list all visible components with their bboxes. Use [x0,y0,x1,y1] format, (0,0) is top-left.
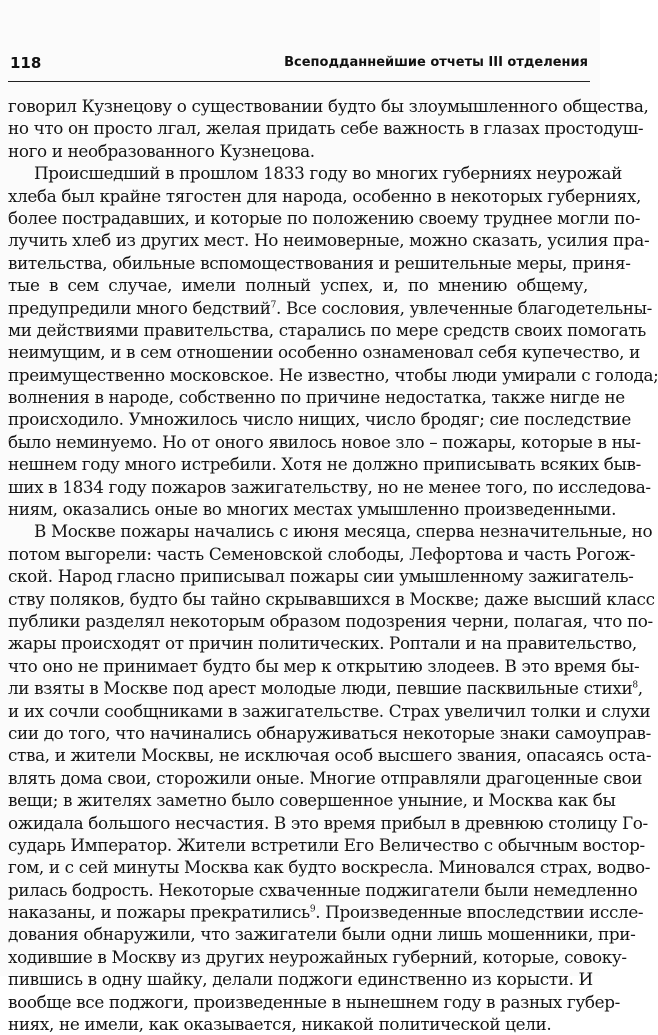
text-line [8,767,643,789]
text-line [8,744,652,766]
line-text: наказаны, и пожары прекратились [8,902,310,923]
text-line [8,655,640,677]
body-text [8,95,658,1035]
line-text: ожидала большого несчастия. В это время прибыл в древнюю столицу Го- [8,812,648,833]
text-line [8,498,617,520]
page-number: 118 [10,54,42,72]
text-line [8,185,641,207]
line-text: ниям, оказались оные во многих местах умышленно произведенными. [8,499,617,520]
line-text: что оно не принимает будто бы мер к открытию злодеев. В это время бы- [8,655,640,676]
line-text: пившись в одну шайку, делали поджоги единственно из корысти. И [8,969,593,990]
text-line [8,95,649,117]
text-line [8,297,652,319]
text-line [8,789,616,811]
line-text: жары происходят от причин политических. Роптали и на правительство, [8,633,637,654]
line-text: преимущественно московское. Не известно, чтобы люди умирали с голода; [8,364,658,385]
line-text: влять дома свои, сторожили оные. Многие отправляли драгоценные свои [8,767,643,788]
footnote-marker[interactable]: 7 [270,299,276,310]
line-text: ли взяты в Москве под арест молодые люди, певшие пасквильные стихи [8,678,633,699]
line-text: неимущим, и в сем отношении особенно ознаменовал себя купечество, и [8,342,640,363]
footnote-marker[interactable]: 8 [632,680,638,691]
text-line [8,923,636,945]
line-text: говорил Кузнецову о существовании будто бы злоумышленного общества, [8,96,649,116]
line-text: предупредили много бедствий [8,297,271,318]
line-text: ного и необразованного Кузнецова. [8,140,315,161]
line-text: ниях, не имели, как оказывается, никакой политической цели. [8,1014,552,1035]
line-text: но что он просто лгал, желая придать себе важность в глазах простодуш- [8,118,644,139]
text-line [8,386,625,408]
text-line [8,991,620,1013]
text-line [8,1013,588,1035]
text-line [8,162,622,184]
text-line [8,408,631,430]
line-text: вещи; в жителях заметно было совершенное уныние, и Москва как бы [8,790,616,811]
text-line [8,856,651,878]
text-line [8,834,645,856]
text-line [8,588,655,610]
line-text: гом, и с сей минуты Москва как будто воскресла. Миновался страх, водво- [8,857,651,878]
text-line [8,879,638,901]
line-text: Происшедший в прошлом 1833 году во многих губерниях неурожай [34,163,622,184]
line-text: дования обнаружили, что зажигатели были одни лишь мошенники, при- [8,924,636,945]
header-rule [8,81,590,82]
line-text: публики разделял некоторым образом подозрения черни, полагая, что по- [8,610,653,631]
text-line [8,207,641,229]
line-text: волнения в народе, собственно по причине недостатка, также нигде не [8,387,625,408]
line-text: ших в 1834 году пожаров зажигательству, но не менее того, по исследова- [8,476,651,497]
text-line [8,453,641,475]
text-line [8,632,637,654]
line-text: нешнем году много истребили. Хотя не должно приписывать всяких быв- [8,454,641,475]
line-text: ству поляков, будто бы тайно скрывавшихся в Москве; даже высший класс [8,588,655,609]
text-line [8,565,634,587]
line-text: ской. Народ гласно приписывал пожары сии умышленному зажигатель- [8,566,634,587]
text-line [8,252,631,274]
text-line [8,901,644,923]
text-line [8,364,658,386]
text-line [8,700,651,722]
text-line [8,140,588,162]
line-text: тые в сем случае, имели полный успех, и, по мнению общему, [8,275,588,296]
line-text: ства, и жители Москвы, не исключая особ высшего звания, опасаясь оста- [8,745,652,766]
running-title: Всеподданнейшие отчеты III отделения [284,55,588,70]
line-text: потом выгорели: часть Семеновской слободы, Лефортова и часть Рогож- [8,543,636,564]
line-text: более пострадавших, и которые по положению своему труднее могли по- [8,207,641,228]
text-line [8,319,646,341]
text-line [8,117,644,139]
line-text: вительства, обильные вспомоществования и решительные меры, приня- [8,252,631,273]
text-line [8,520,653,542]
text-line [8,476,651,498]
text-line [8,229,650,251]
line-text-after-note: , [637,678,643,699]
line-text-after-note: . Произведенные впоследствии иссле- [315,902,644,923]
line-text: рилась бодрость. Некоторые схваченные поджигатели были немедленно [8,879,638,900]
line-text: лучить хлеб из других мест. Но неимоверные, можно сказать, усилия пра- [8,230,650,251]
page-header [10,54,588,76]
line-text: вообще все поджоги, произведенные в нынешнем году в разных губер- [8,991,620,1012]
text-line [8,677,643,699]
text-line [8,431,641,453]
text-line [8,722,651,744]
line-text: происходило. Умножилось число нищих, число бродяг; сие последствие [8,409,631,430]
line-text: хлеба был крайне тягостен для народа, особенно в некоторых губерниях, [8,185,641,206]
text-line [8,946,627,968]
line-text-after-note: . Все сословия, увлеченные благодетельны- [276,297,652,318]
text-line [8,812,648,834]
line-text: В Москве пожары начались с июня месяца, сперва незначительные, но [34,521,653,542]
line-text: сии до того, что начинались обнаруживаться некоторые знаки самоуправ- [8,722,651,743]
line-text: ходившие в Москву из других неурожайных губерний, которые, совоку- [8,946,627,967]
footnote-marker[interactable]: 9 [309,904,316,915]
line-text: и их сочли сообщниками в зажигательстве. Страх увеличил толки и слухи [8,700,651,721]
text-line [8,543,636,565]
line-text: было неминуемо. Но от оного явилось новое зло – пожары, которые в ны- [8,431,641,452]
text-line [8,341,640,363]
text-line [8,274,588,296]
line-text: сударь Император. Жители встретили Его Величество с обычным востор- [8,834,645,855]
text-line [8,968,593,990]
line-text: ми действиями правительства, старались по мере средств своих помогать [8,319,646,340]
text-line [8,610,653,632]
